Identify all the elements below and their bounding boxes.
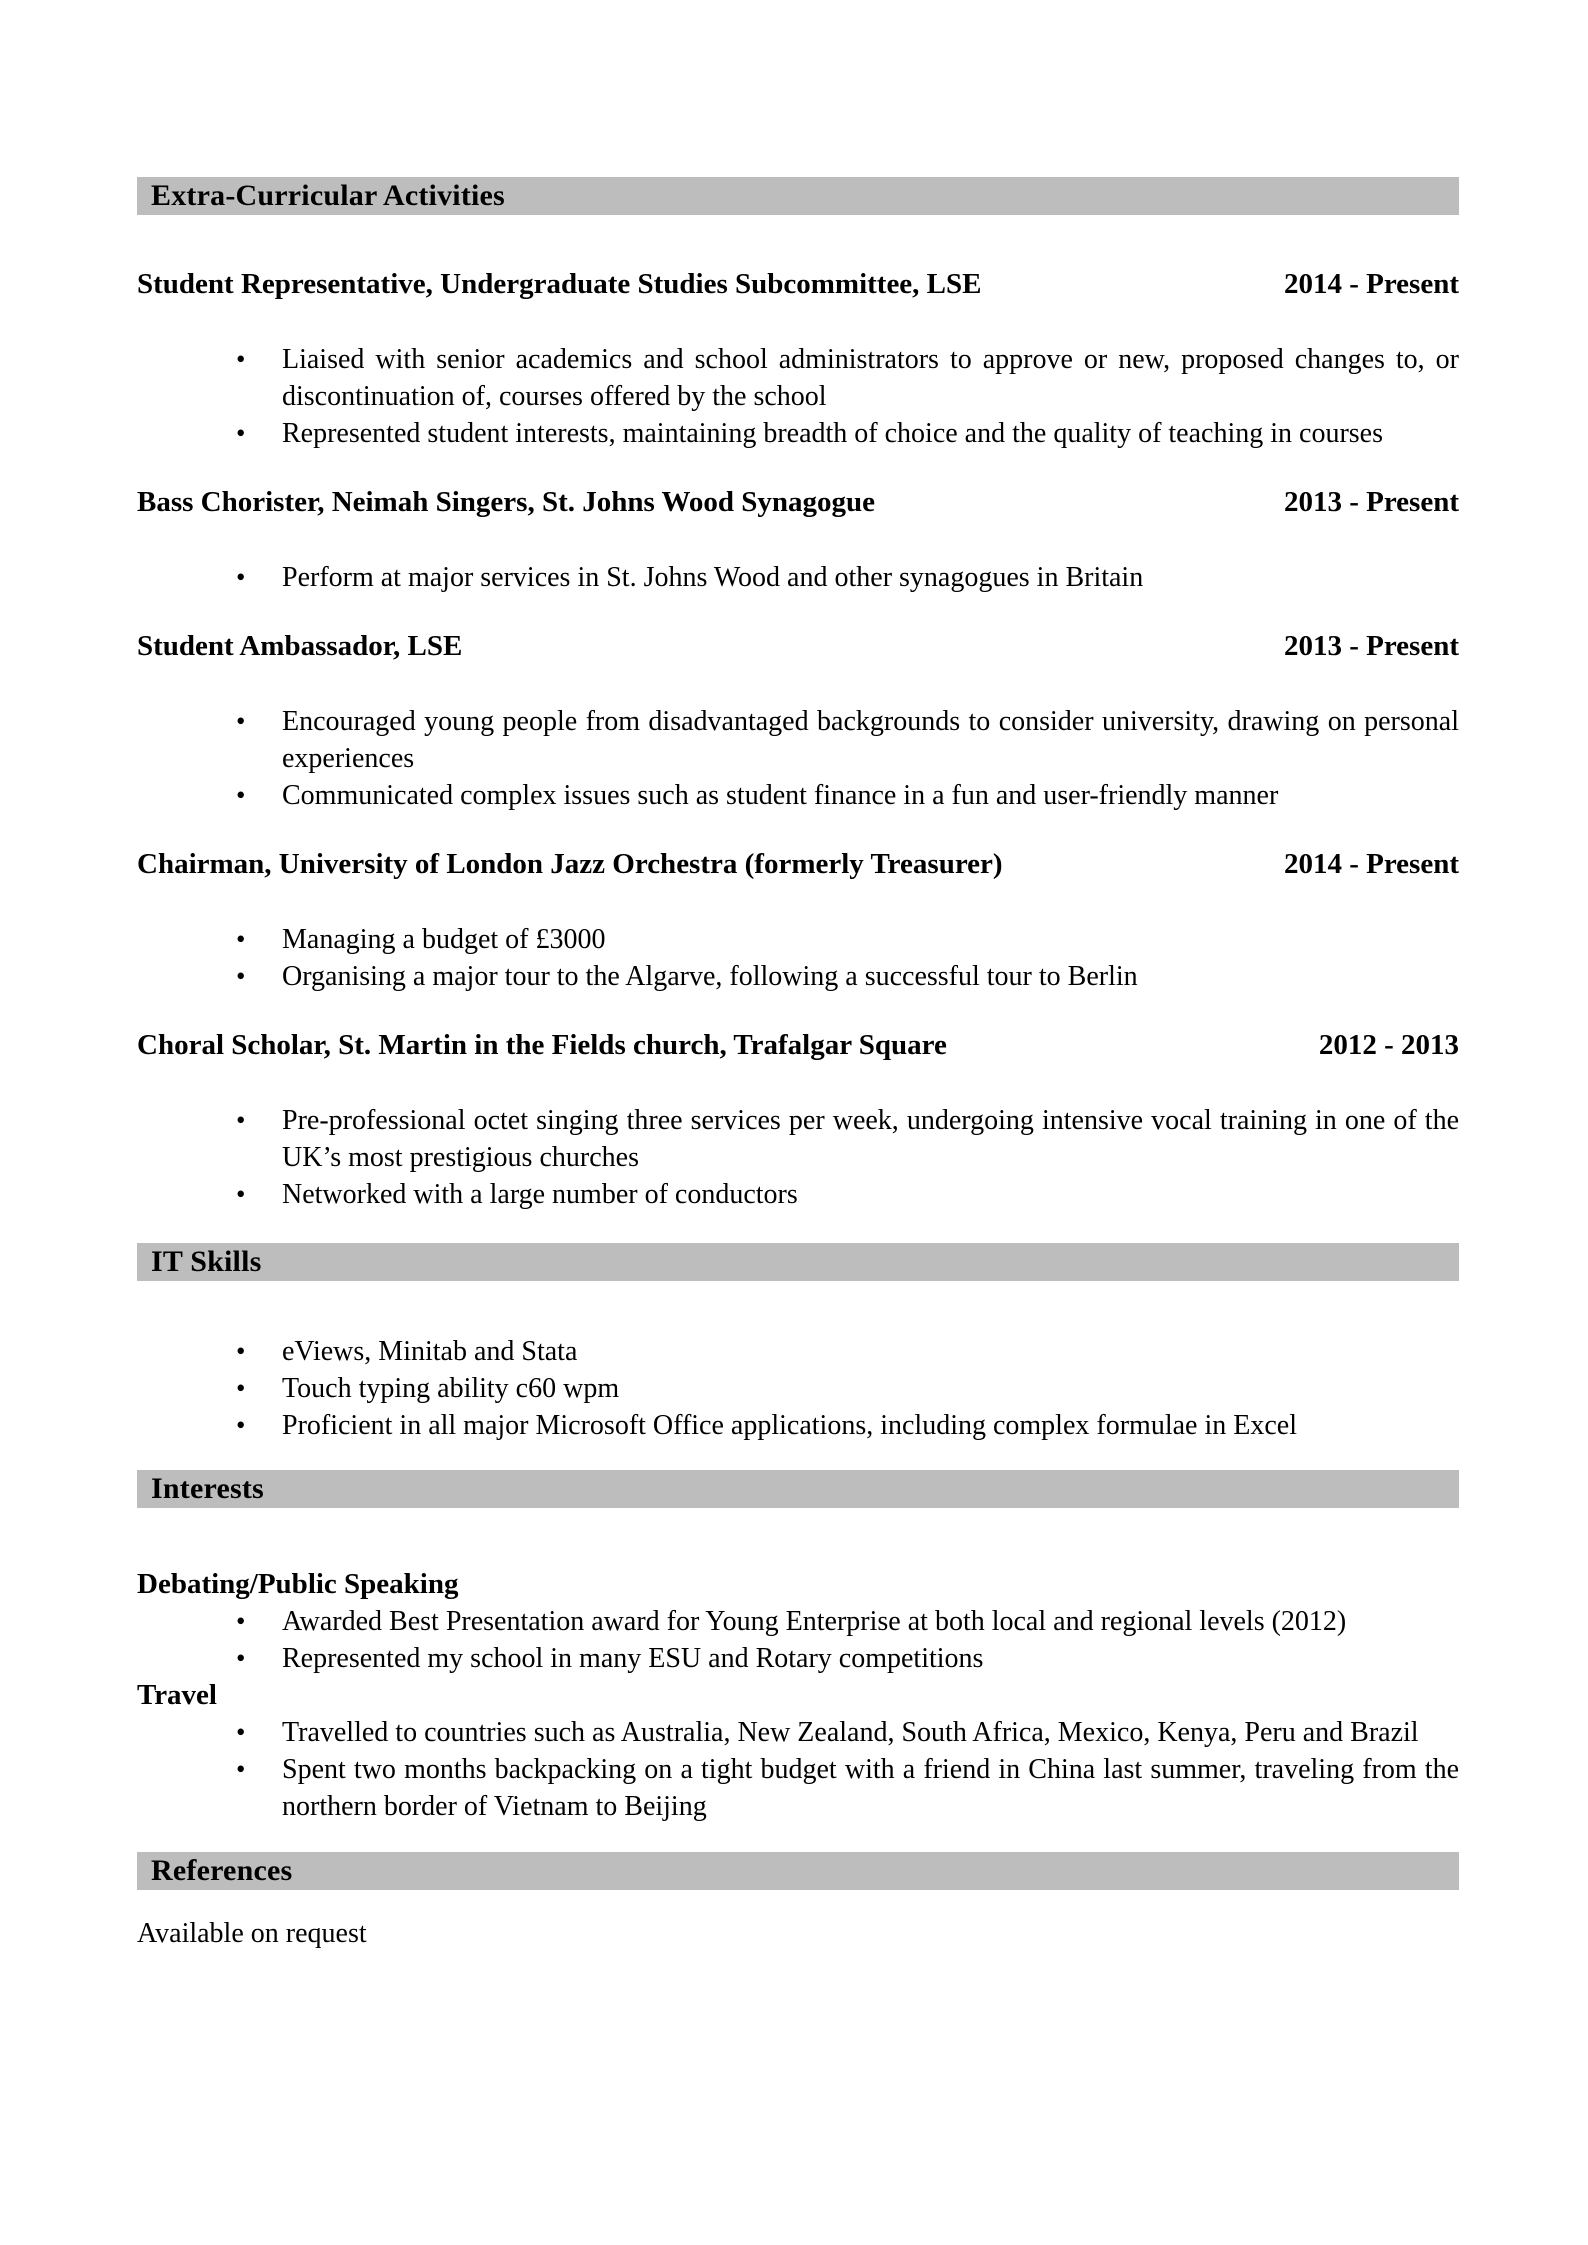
entry-title: Choral Scholar, St. Martin in the Fields church, Trafalgar Square bbox=[137, 1029, 947, 1061]
bullet-item bbox=[137, 1640, 1459, 1677]
bullet-item bbox=[137, 341, 1459, 415]
bullet-icon bbox=[236, 921, 245, 958]
entry-dates: 2014 - Present bbox=[1283, 268, 1459, 300]
interest-group bbox=[137, 1566, 1459, 1677]
bullet-text: Pre-professional octet singing three services per week, undergoing intensive vocal training in one of the UK’s most prestigious churches bbox=[282, 1105, 1459, 1173]
experience-entry bbox=[137, 485, 1459, 596]
entry-header bbox=[137, 847, 1459, 881]
bullet-item bbox=[137, 921, 1459, 958]
bullet-icon bbox=[236, 1333, 245, 1370]
interest-group bbox=[137, 1677, 1459, 1825]
bullet-list bbox=[137, 559, 1459, 596]
entry-header bbox=[137, 485, 1459, 519]
entry-dates: 2013 - Present bbox=[1283, 630, 1459, 662]
bullet-text: Represented student interests, maintaining breadth of choice and the quality of teaching in courses bbox=[282, 418, 1383, 449]
references-note: Available on request bbox=[137, 1918, 367, 1949]
section-title: Extra-Curricular Activities bbox=[151, 179, 505, 212]
bullet-item bbox=[137, 703, 1459, 777]
section-title: References bbox=[151, 1854, 293, 1887]
bullet-item bbox=[137, 559, 1459, 596]
bullet-icon bbox=[236, 1603, 245, 1640]
bullet-list bbox=[137, 341, 1459, 452]
bullet-list bbox=[137, 703, 1459, 814]
bullet-item bbox=[137, 1333, 1459, 1370]
bullet-icon bbox=[236, 1640, 245, 1677]
entry-title: Chairman, University of London Jazz Orchestra (formerly Treasurer) bbox=[137, 848, 1003, 880]
bullet-text: Managing a budget of £3000 bbox=[282, 924, 606, 955]
bullet-item bbox=[137, 1407, 1459, 1444]
bullet-text: Awarded Best Presentation award for Young Enterprise at both local and regional levels (2012) bbox=[282, 1606, 1347, 1637]
section-header-references bbox=[137, 1852, 1459, 1890]
bullet-icon bbox=[236, 958, 245, 995]
experience-entry bbox=[137, 847, 1459, 995]
bullet-item bbox=[137, 958, 1459, 995]
bullet-text: Networked with a large number of conductors bbox=[282, 1179, 798, 1210]
bullet-icon bbox=[236, 1370, 245, 1407]
bullet-text: Represented my school in many ESU and Rotary competitions bbox=[282, 1643, 984, 1674]
bullet-icon bbox=[236, 1407, 245, 1444]
bullet-text: Communicated complex issues such as student finance in a fun and user-friendly manner bbox=[282, 780, 1279, 811]
bullet-text: Perform at major services in St. Johns Wood and other synagogues in Britain bbox=[282, 562, 1144, 593]
section-header-it-skills bbox=[137, 1243, 1459, 1281]
interest-category-heading: Debating/Public Speaking bbox=[137, 1568, 459, 1600]
bullet-icon bbox=[236, 1714, 245, 1751]
entry-title: Bass Chorister, Neimah Singers, St. Johns Wood Synagogue bbox=[137, 486, 876, 518]
bullet-item bbox=[137, 777, 1459, 814]
bullet-item bbox=[137, 1102, 1459, 1176]
bullet-icon bbox=[236, 415, 245, 452]
bullet-item bbox=[137, 1603, 1459, 1640]
bullet-text: Travelled to countries such as Australia, New Zealand, South Africa, Mexico, Kenya, Peru and Brazil bbox=[282, 1717, 1419, 1748]
bullet-list bbox=[137, 1603, 1459, 1677]
bullet-list bbox=[137, 921, 1459, 995]
bullet-text: Spent two months backpacking on a tight budget with a friend in China last summer, traveling from the northern border of Vietnam to Beijing bbox=[282, 1754, 1459, 1822]
interest-category-heading: Travel bbox=[137, 1679, 217, 1711]
bullet-icon bbox=[236, 559, 245, 596]
bullet-item bbox=[137, 1370, 1459, 1407]
bullet-list bbox=[137, 1714, 1459, 1825]
bullet-text: Encouraged young people from disadvantaged backgrounds to consider university, drawing on personal experiences bbox=[282, 706, 1459, 774]
bullet-icon bbox=[236, 703, 245, 740]
section-header-extra-curricular bbox=[137, 177, 1459, 215]
bullet-text: Proficient in all major Microsoft Office applications, including complex formulae in Excel bbox=[282, 1410, 1297, 1441]
entry-title: Student Representative, Undergraduate Studies Subcommittee, LSE bbox=[137, 268, 982, 300]
bullet-item bbox=[137, 1751, 1459, 1825]
entry-header bbox=[137, 267, 1459, 301]
bullet-icon bbox=[236, 777, 245, 814]
section-header-interests bbox=[137, 1470, 1459, 1508]
bullet-text: eViews, Minitab and Stata bbox=[282, 1336, 578, 1367]
section-title: IT Skills bbox=[151, 1245, 262, 1278]
bullet-icon bbox=[236, 1751, 245, 1788]
entry-header bbox=[137, 1028, 1459, 1062]
bullet-text: Organising a major tour to the Algarve, following a successful tour to Berlin bbox=[282, 961, 1138, 992]
entry-dates: 2012 - 2013 bbox=[1318, 1029, 1459, 1061]
entry-header bbox=[137, 629, 1459, 663]
experience-entry bbox=[137, 1028, 1459, 1213]
experience-entry bbox=[137, 629, 1459, 814]
bullet-list bbox=[137, 1333, 1459, 1444]
bullet-text: Touch typing ability c60 wpm bbox=[282, 1373, 620, 1404]
bullet-item bbox=[137, 1714, 1459, 1751]
entry-title: Student Ambassador, LSE bbox=[137, 630, 463, 662]
entry-dates: 2013 - Present bbox=[1283, 486, 1459, 518]
experience-entry bbox=[137, 267, 1459, 452]
bullet-item bbox=[137, 415, 1459, 452]
bullet-item bbox=[137, 1176, 1459, 1213]
bullet-list bbox=[137, 1102, 1459, 1213]
bullet-icon bbox=[236, 1102, 245, 1139]
entry-dates: 2014 - Present bbox=[1283, 848, 1459, 880]
bullet-text: Liaised with senior academics and school administrators to approve or new, proposed changes to, or discontinuation of, courses offered by the school bbox=[282, 344, 1459, 412]
section-title: Interests bbox=[151, 1472, 264, 1505]
bullet-icon bbox=[236, 341, 245, 378]
bullet-icon bbox=[236, 1176, 245, 1213]
